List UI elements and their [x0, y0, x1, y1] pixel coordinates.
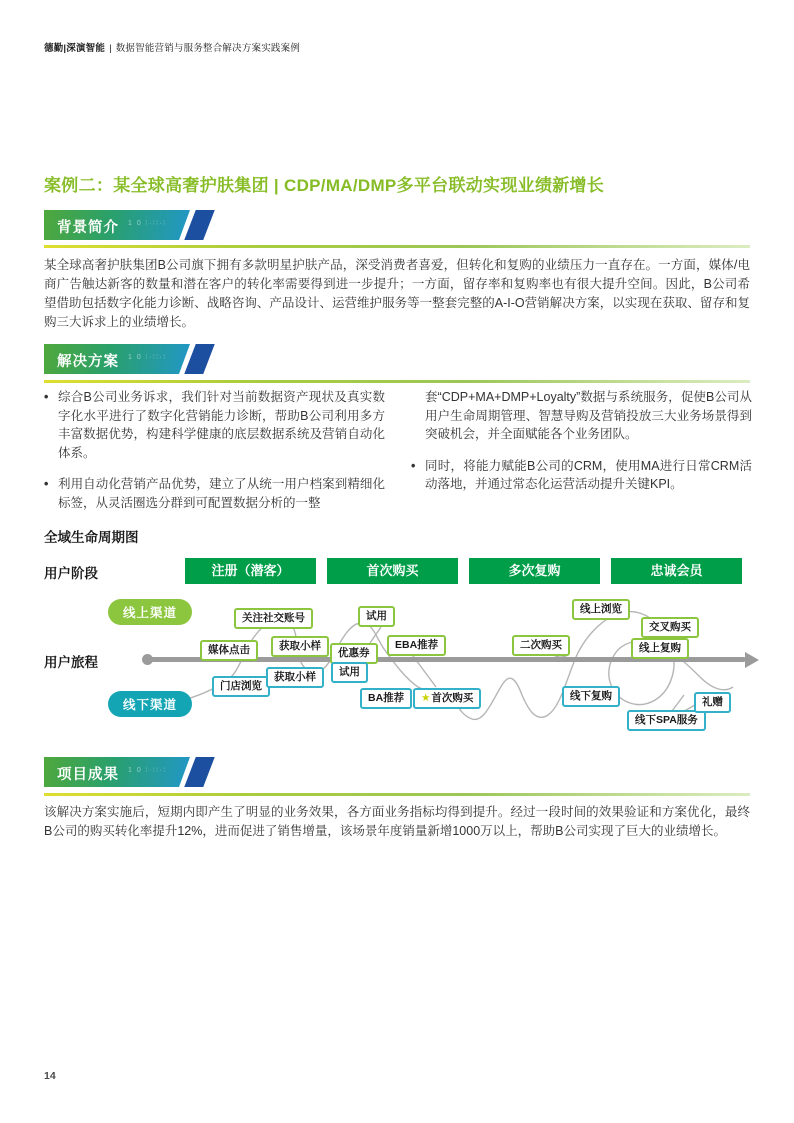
stage-row-label: 用户阶段 [44, 566, 98, 581]
results-paragraph: 该解决方案实施后，短期内即产生了明显的业务效果，各方面业务指标均得到提升。经过一段时间的效果验证和方案优化，最终B公司的购买转化率提升12%，进而促进了销售增量，该场景年度销量新增1000万以上，帮助B公司实现了巨大的业绩增长。 [44, 805, 750, 838]
list-item-text: 同时，将能力赋能B公司的CRM，使用MA进行日常CRM活动落地，并通过常态化运营活动提升关键KPI。 [425, 458, 752, 491]
section-badge-solution [44, 344, 234, 374]
journey-node-offline: 线下SPA服务 [627, 710, 706, 731]
journey-node-online: 交叉购买 [641, 617, 699, 638]
list-item [411, 457, 752, 494]
bullet-spacer [411, 388, 420, 444]
journey-node-offline: BA推荐 [360, 688, 412, 709]
section-badge-results [44, 757, 234, 787]
slash-icon [184, 344, 215, 374]
journey-node-online: 二次购买 [512, 635, 570, 656]
journey-node-offline: 礼赠 [694, 692, 731, 713]
bullet-icon: • [44, 390, 49, 404]
solution-column-left [44, 388, 385, 525]
stage-bars [185, 558, 742, 584]
journey-node-offline: 门店浏览 [212, 676, 270, 697]
journey-node-online: 试用 [358, 606, 395, 627]
journey-diagram [44, 595, 760, 745]
diagram-title: 全域生命周期图 [44, 530, 139, 545]
stage-bar-register: 注册（潜客） [185, 558, 316, 584]
brand-logo-text: 德勤|深演智能 [44, 43, 106, 54]
journey-node-offline: 获取小样 [266, 667, 324, 688]
list-item [44, 475, 385, 512]
header-divider: | [109, 43, 112, 54]
page-number: 14 [44, 1070, 56, 1082]
journey-node-offline: 试用 [331, 662, 368, 683]
node-label: 首次购买 [431, 692, 474, 704]
section-divider [44, 380, 750, 383]
stage-bar-repurchase: 多次复购 [469, 558, 600, 584]
solution-columns [44, 388, 752, 525]
journey-row-label: 用户旅程 [44, 655, 98, 670]
journey-node-offline: 线下复购 [562, 686, 620, 707]
journey-node-online: 线上浏览 [572, 599, 630, 620]
online-channel-pill: 线上渠道 [108, 599, 192, 625]
badge-binary-decoration: 1 0 ∶·∶∶·∶ [128, 767, 167, 774]
journey-node-online: 获取小样 [271, 636, 329, 657]
slash-icon [184, 757, 215, 787]
badge-label: 项目成果 [57, 767, 119, 783]
badge-binary-decoration: 1 0 ∶·∶∶·∶ [128, 354, 167, 361]
journey-node-online: 线上复购 [631, 638, 689, 659]
offline-channel-pill: 线下渠道 [108, 691, 192, 717]
section-divider [44, 793, 750, 796]
section-badge-background [44, 210, 234, 240]
background-paragraph: 某全球高奢护肤集团B公司旗下拥有多款明星护肤产品，深受消费者喜爱，但转化和复购的业绩压力一直存在。一方面，媒体/电商广告触达新客的数量和潜在客户的转化率需要得到进一步提升；一方面，留存率和复购率也有很大提升空间。因此，B公司希望借助包括数字化能力诊断、战略咨询、产品设计、运营维护服务等一整套完整的A-I-O营销解决方案，以实现在获取、留存和复购三大诉求上的业绩增长。 [44, 258, 750, 329]
journey-node-online: 关注社交账号 [234, 608, 313, 629]
star-icon: ★ [421, 692, 431, 704]
section-divider [44, 245, 750, 248]
badge-label: 背景简介 [57, 220, 119, 236]
list-item-text: 综合B公司业务诉求，我们针对当前数据资产现状及真实数字化水平进行了数字化营销能力诊断，帮助B公司利用多方丰富数据优势，构建科学健康的底层数据系统及营销自动化体系。 [58, 390, 385, 460]
list-item-text: 套“CDP+MA+DMP+Loyalty”数据与系统服务，促使B公司从用户生命周期管理、智慧导购及营销投放三大业务场景得到突破机会，并全面赋能各个业务团队。 [425, 390, 752, 441]
solution-column-right [411, 388, 752, 525]
list-item [44, 388, 385, 462]
slash-icon [184, 210, 215, 240]
badge-label: 解决方案 [57, 354, 119, 370]
bullet-icon: • [411, 458, 416, 473]
stage-bar-first-purchase: 首次购买 [327, 558, 458, 584]
journey-node-online: 媒体点击 [200, 640, 258, 661]
journey-node-online: 优惠券 [330, 643, 378, 664]
journey-node-first-purchase [413, 688, 481, 709]
badge-binary-decoration: 1 0 ∶·∶∶·∶ [128, 220, 167, 227]
bullet-icon: • [44, 477, 49, 491]
journey-node-online: EBA推荐 [387, 635, 446, 656]
running-header [44, 40, 300, 54]
list-item-continuation [411, 388, 752, 444]
header-subtitle: 数据智能营销与服务整合解决方案实践案例 [115, 43, 301, 54]
stage-bar-loyal-member: 忠诚会员 [611, 558, 742, 584]
list-item-text: 利用自动化营销产品优势，建立了从统一用户档案到精细化标签，从灵活圈选分群到可配置数据分析的一整 [58, 477, 385, 510]
page-title: 案例二：某全球高奢护肤集团 | CDP/MA/DMP多平台联动实现业绩新增长 [44, 176, 605, 195]
